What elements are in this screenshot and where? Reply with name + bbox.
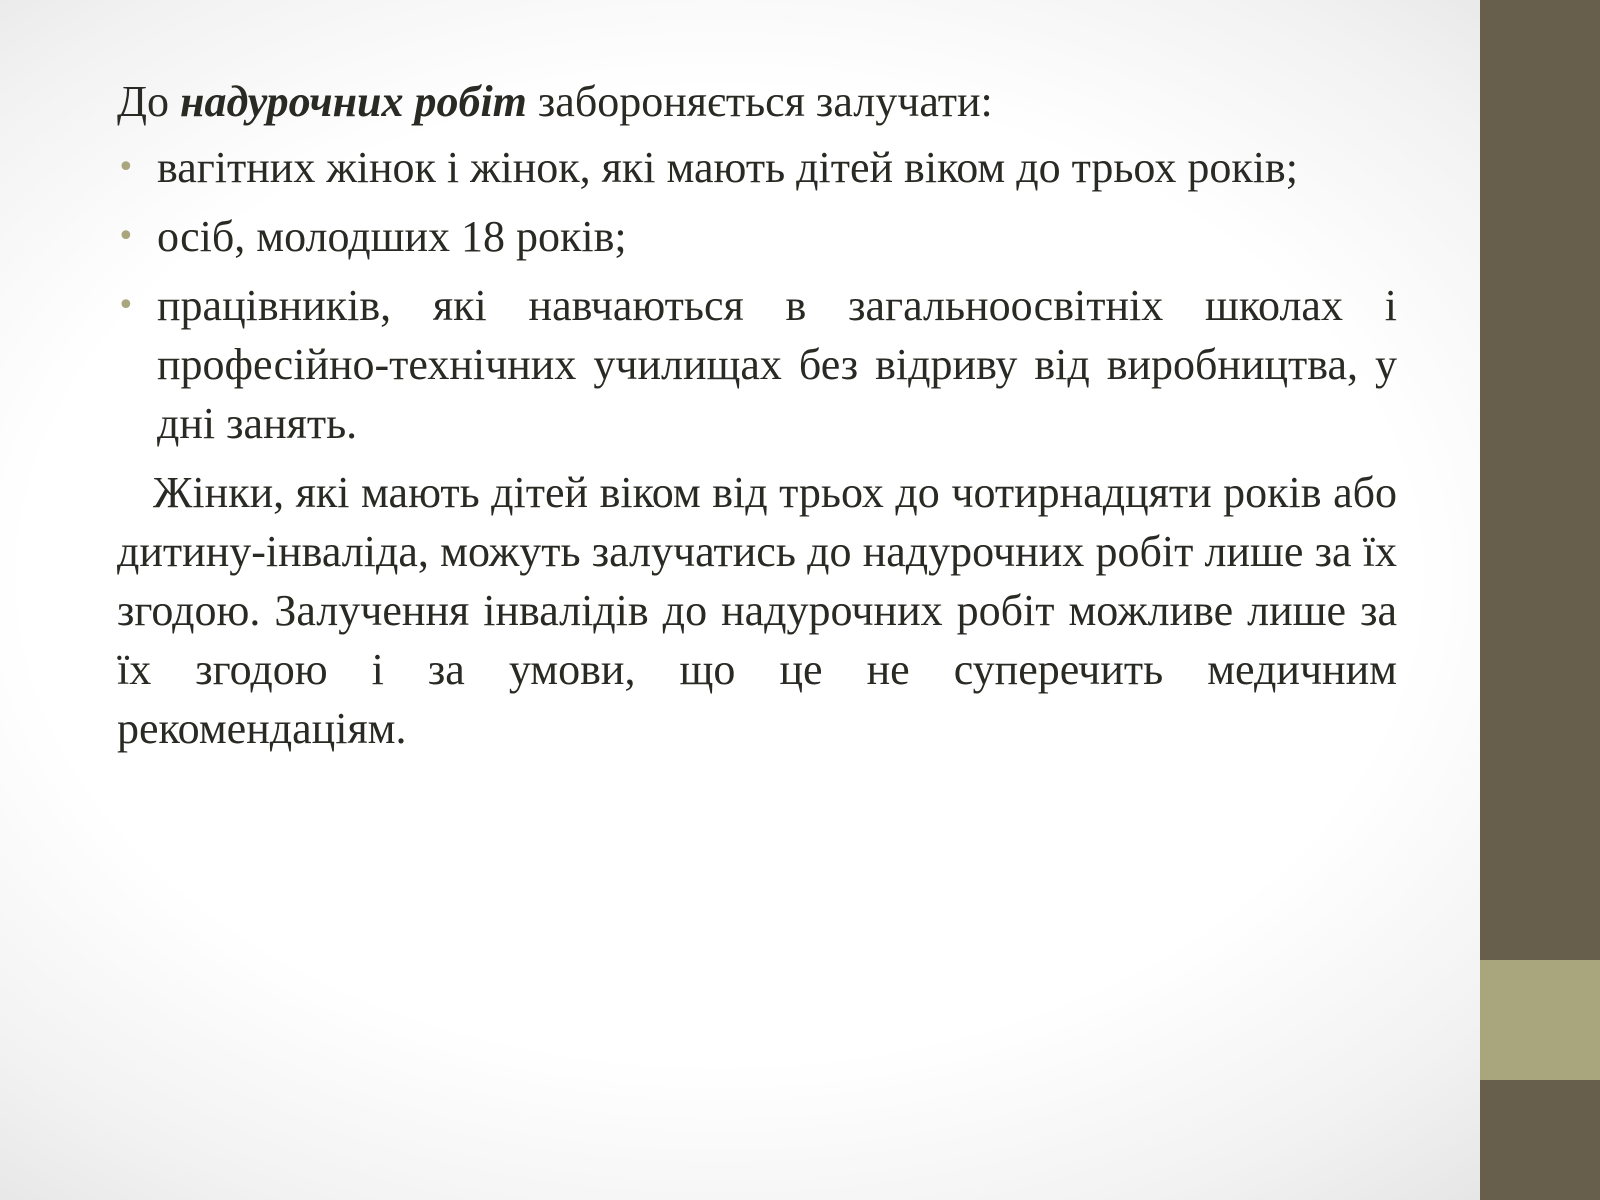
intro-suffix: забороняється залучати: xyxy=(526,77,993,126)
bullet-icon: • xyxy=(117,219,135,254)
list-item xyxy=(117,207,1397,266)
list-item-text: працівників, які навчаються в загальноосвітніх школах і професійно-технічних училищах без відриву від виробництва, у дні занять. xyxy=(157,281,1397,448)
list-item xyxy=(117,276,1397,453)
list-item xyxy=(117,138,1397,197)
slide-content xyxy=(117,72,1397,758)
intro-prefix: До xyxy=(117,77,181,126)
bullet-icon: • xyxy=(117,288,135,323)
bullet-list xyxy=(117,138,1397,453)
intro-emphasis: надурочних робіт xyxy=(180,77,527,126)
bullet-icon: • xyxy=(117,150,135,185)
decorative-accent-block xyxy=(1480,960,1600,1080)
list-item-text: вагітних жінок і жінок, які мають дітей віком до трьох років; xyxy=(157,143,1298,192)
list-item-text: осіб, молодших 18 років; xyxy=(157,212,627,261)
body-paragraph: Жінки, які мають дітей віком від трьох до чотирнадцяти років або дитину-інваліда, можуть залучатись до надурочних робіт лише за їх згодою. Залучення інвалідів до надурочних робіт можливе лише за їх згодою і за умови, що це не суперечить медичним рекомендаціям. xyxy=(117,468,1397,753)
intro-line xyxy=(117,72,1397,131)
